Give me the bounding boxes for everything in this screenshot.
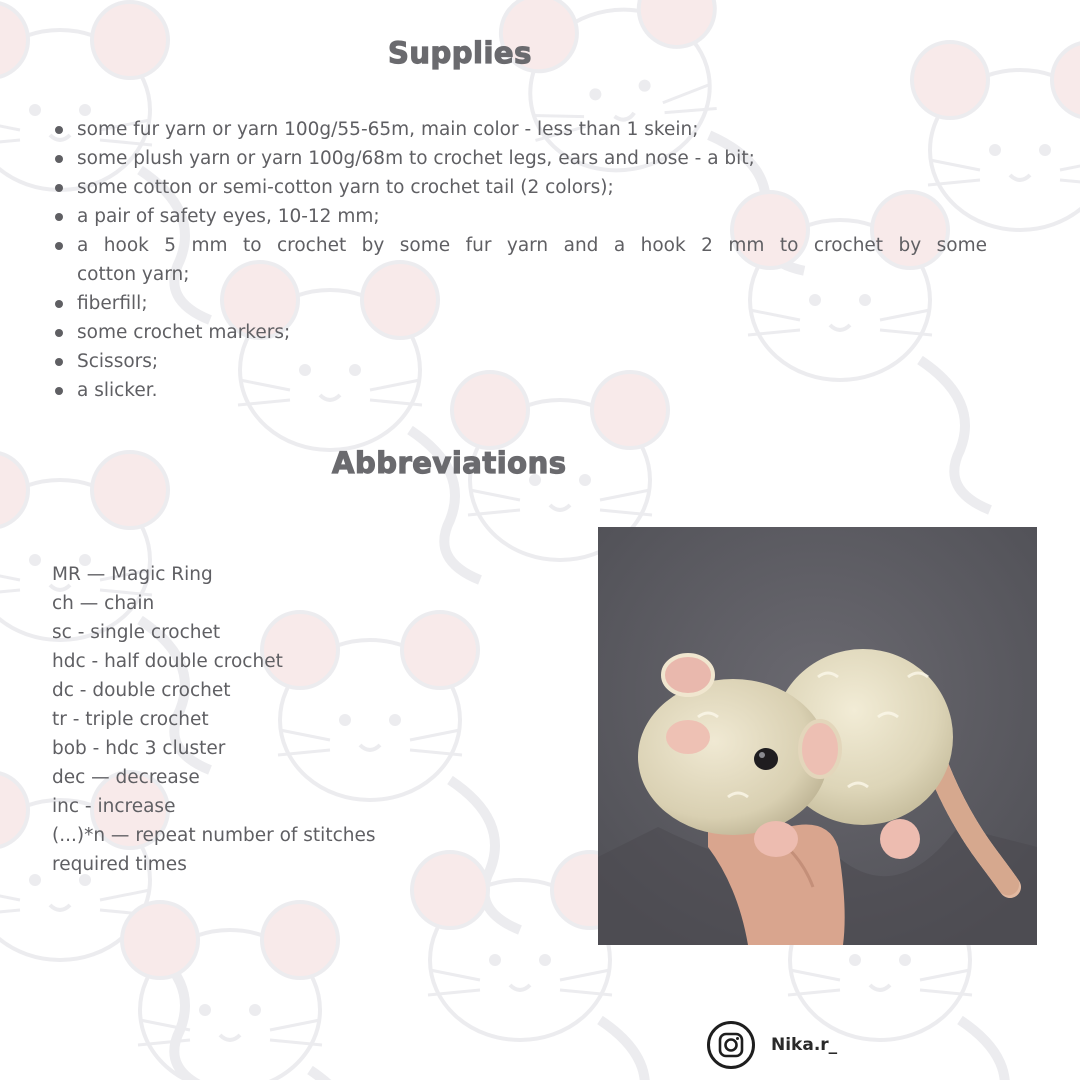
abbreviations-list: [52, 560, 376, 879]
abbreviations-heading: Abbreviations: [332, 446, 567, 480]
footer-credit: [707, 1020, 837, 1070]
supply-item: [52, 231, 987, 289]
supply-item: some cotton or semi-cotton yarn to crochet tail (2 colors);: [52, 173, 987, 202]
abbreviation-item: inc - increase: [52, 796, 176, 817]
instagram-icon[interactable]: [707, 1021, 755, 1069]
supply-item: some fur yarn or yarn 100g/55-65m, main color - less than 1 skein;: [52, 115, 987, 144]
abbreviation-item: tr - triple crochet: [52, 709, 209, 730]
abbreviation-item: hdc - half double crochet: [52, 651, 283, 672]
rat-illustration: [598, 527, 1037, 945]
abbreviation-item: dc - double crochet: [52, 680, 231, 701]
supply-item: a slicker.: [52, 376, 987, 405]
supplies-heading: Supplies: [388, 36, 532, 70]
supply-item-continuation: cotton yarn;: [77, 264, 190, 285]
abbreviation-item: ch — chain: [52, 593, 155, 614]
abbreviation-item: dec — decrease: [52, 767, 200, 788]
supply-item: some crochet markers;: [52, 318, 987, 347]
abbreviation-item: (...)*n — repeat number of stitches: [52, 825, 376, 846]
crochet-rat-photo: [598, 527, 1037, 945]
supply-item-text: a hook 5 mm to crochet by some fur yarn and a hook 2 mm to crochet by some: [77, 235, 987, 256]
abbreviation-item: required times: [52, 854, 187, 875]
supply-item: Scissors;: [52, 347, 987, 376]
instagram-handle[interactable]: Nika.r_: [771, 1035, 838, 1055]
supply-item: some plush yarn or yarn 100g/68m to crochet legs, ears and nose - a bit;: [52, 144, 987, 173]
supply-item: a pair of safety eyes, 10-12 mm;: [52, 202, 987, 231]
abbreviation-item: MR — Magic Ring: [52, 564, 213, 585]
abbreviation-item: bob - hdc 3 cluster: [52, 738, 226, 759]
abbreviation-item: sc - single crochet: [52, 622, 221, 643]
supply-item: fiberfill;: [52, 289, 987, 318]
supplies-list: [52, 115, 987, 405]
